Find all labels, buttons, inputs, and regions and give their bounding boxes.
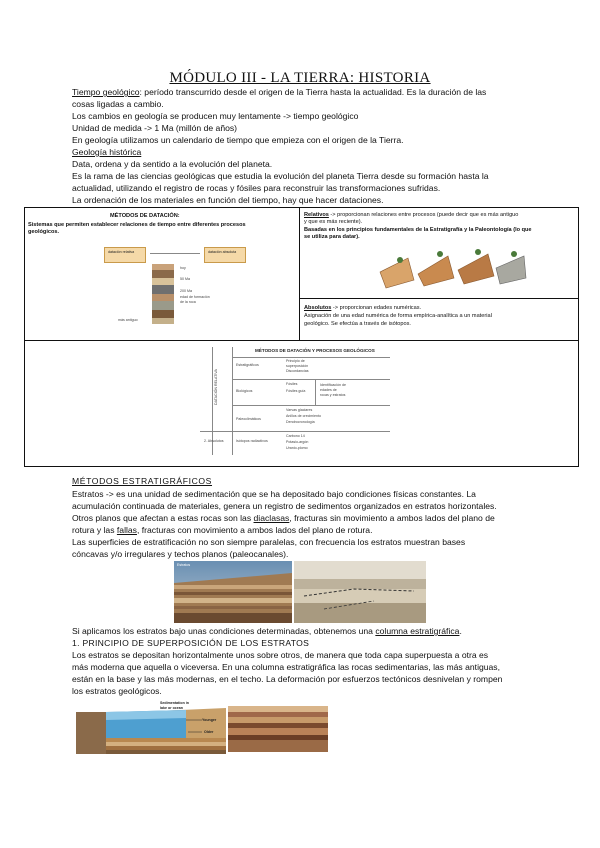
term-tiempo-geologico: Tiempo geológico	[72, 87, 140, 97]
term-absolutos: Absolutos	[304, 305, 332, 311]
intro-line-3: Los cambios en geología se producen muy lentamente -> tiempo geológico	[72, 111, 359, 121]
table-row-line-3	[200, 431, 390, 432]
tag-hoy: hoy	[180, 266, 186, 270]
tag-roca: de la roca	[180, 300, 196, 304]
row3-col2a: Varvas glaciares	[286, 408, 313, 412]
s2-line-5: Las superficies de estratificación no son siempre paralelas, con frecuencia los estratos muestran bases	[72, 537, 466, 547]
layer-4	[152, 285, 174, 294]
row1-col2b: superposición	[286, 364, 309, 368]
term-relativos: Relativos	[304, 212, 329, 218]
tag-mas-antiguo: más antiguo	[118, 318, 138, 322]
absolute-label: datación absoluta	[208, 250, 237, 254]
row2-col3a: Identificación de	[320, 383, 346, 387]
term-diaclasas: diaclasas	[253, 513, 290, 523]
row4-col2a: Carbono 14	[286, 434, 305, 438]
row2-col3b: edades de	[320, 388, 337, 392]
relativos-line-3: Basadas en los principios fundamentales de la Estratigrafía y la Paleontología (lo que	[304, 227, 532, 233]
row3-col2c: Dendrocronología	[286, 420, 315, 424]
row4-col2c: Uranio-plomo	[286, 446, 308, 450]
page-title: MÓDULO III - LA TIERRA: HISTORIA	[169, 70, 431, 86]
diagram-label-lake: lake or ocean	[160, 706, 183, 710]
s2-line-3: Otros planos que afectan a estas rocas son las diaclasas, fracturas sin movimiento a ambos lados del plano de	[72, 513, 495, 523]
row1-col1: Estratigráficos	[236, 363, 259, 367]
row2-col2a: Fósiles	[286, 382, 298, 386]
absolutos-line-3: geológico. Se efectúa a través de isótopos.	[304, 321, 411, 327]
intro-line-2: cosas ligadas a cambio.	[72, 99, 164, 109]
s3-line-5: los estratos geológicos.	[72, 686, 162, 696]
absolutos-line-1: Absolutos -> proporcionan edades numéricas.	[304, 305, 422, 311]
tag-200ma: 200 Ma	[180, 289, 192, 293]
table-col-line-2	[315, 380, 316, 405]
s2-line-4: rotura y las fallas, fracturas con movimiento a ambos lados del plano de rotura.	[72, 525, 373, 535]
row4-col1b: Isótopos radiactivos	[236, 439, 268, 443]
section-heading-estratigraficos: MÉTODOS ESTRATIGRÁFICOS	[72, 476, 213, 486]
arrow-line	[150, 253, 200, 254]
table-row-line-1	[232, 379, 390, 380]
table-side-label: DATACIÓN RELATIVA	[214, 369, 218, 405]
row2-col1: Biológicos	[236, 389, 253, 393]
row1-col2c: Discordancias	[286, 369, 309, 373]
row4-col2b: Potasio-argón	[286, 440, 309, 444]
intro-line-5: En geología utilizamos un calendario de tiempo que empieza con el origen de la Tierra.	[72, 135, 404, 145]
intro-line-7: Es la rama de las ciencias geológicas que estudia la evolución del planeta Tierra desde su formación hasta la	[72, 171, 489, 181]
strata-photo-1	[174, 561, 292, 623]
row4-col1: 2. Absolutos	[204, 439, 224, 443]
tag-50ma: 50 Ma	[180, 277, 190, 281]
stratigraphy-illustration	[378, 244, 528, 294]
dating-text-2: geológicos.	[28, 229, 60, 235]
row3-col1: Paleoclimáticos	[236, 417, 261, 421]
dating-text-1: Sistemas que permiten establecer relaciones de tiempo entre diferentes procesos	[28, 222, 246, 228]
s3-line-2: Los estratos se depositan horizontalmente unos sobre otros, de manera que toda capa superpuesta a otra es	[72, 650, 489, 660]
diagram-label-younger: Younger	[202, 718, 217, 722]
s3-heading: 1. PRINCIPIO DE SUPERPOSICIÓN DE LOS ESTRATOS	[72, 638, 310, 648]
layer-8	[152, 318, 174, 324]
s3-line-1: Si aplicamos los estratos bajo unas condiciones determinadas, obtenemos una columna estratigráfica.	[72, 626, 462, 636]
row2-col2b: Fósiles guía	[286, 389, 306, 393]
diagram-label-sedimentation: Sedimentation in	[160, 701, 189, 705]
s2-line-1: Estratos -> es una unidad de sedimentación que se ha depositado bajo condiciones físicas constantes. La	[72, 489, 476, 499]
row1-col2a: Principio de	[286, 359, 305, 363]
s2-line-6: cóncavas y/o irregulares y techos planos (paleocanales).	[72, 549, 289, 559]
s3-line-4: están en la base y las más modernas, en el techo. La deformación por esfuerzos tectónicos desnivelan y rompen	[72, 674, 503, 684]
row2-col3c: rocas y estratos	[320, 393, 346, 397]
relativos-line-1: Relativos -> proporcionan relaciones entre procesos (puede decir que es más antiguo	[304, 212, 519, 218]
s3-line-3: más moderna que aquella o viceversa. En una columna estratigráfica las rocas sedimentarias, las más antiguas,	[72, 662, 500, 672]
s2-line-2: acumulación continuada de materiales, genera un registro de sedimentos organizados en estratos horizontales.	[72, 501, 497, 511]
layer-5	[152, 294, 174, 301]
intro-line-4: Unidad de medida -> 1 Ma (millón de años)	[72, 123, 238, 133]
table-col-line-1	[232, 347, 233, 455]
layer-3	[152, 278, 174, 285]
tag-edad: edad de formación	[180, 295, 210, 299]
strata-photo-3	[228, 706, 328, 752]
relative-label: datación relativa	[108, 250, 135, 254]
table-row-line-2	[232, 405, 390, 406]
term-columna-estratigrafica: columna estratigráfica	[375, 626, 460, 636]
intro-line-9: La ordenación de los materiales en función del tiempo, hay que hacer dataciones.	[72, 195, 384, 205]
box-divider-right	[299, 298, 578, 299]
relativos-line-4: se utiliza para datar).	[304, 234, 360, 240]
intro-line-1: Tiempo geológico: período transcurrido desde el origen de la Tierra hasta la actualidad. Es la duración de las	[72, 87, 487, 97]
dating-heading: MÉTODOS DE DATACIÓN:	[110, 213, 180, 219]
row3-col2b: Anillos de crecimiento	[286, 414, 321, 418]
intro-line-8: actualidad, utilizando el registro de rocas y fósiles para reconstruir las transformaciones sufridas.	[72, 183, 441, 193]
term-fallas: fallas	[116, 525, 137, 535]
photo-caption: Estratos	[177, 563, 191, 567]
layer-2	[152, 270, 174, 278]
layer-7	[152, 310, 174, 318]
term-geologia-historica: Geología histórica	[72, 147, 142, 157]
relativos-line-2: y que es más reciente).	[304, 219, 363, 225]
table-title: MÉTODOS DE DATACIÓN Y PROCESOS GEOLÓGICOS	[255, 348, 375, 353]
table-row-line-0	[232, 357, 390, 358]
box-divider-horizontal	[24, 340, 578, 341]
layer-6	[152, 301, 174, 310]
strata-photo-2	[294, 561, 426, 623]
absolutos-line-2: Asignación de una edad numérica de forma empírica-analítica a un material	[304, 313, 492, 319]
superposition-diagram	[76, 698, 226, 754]
dating-methods-table	[200, 345, 400, 457]
diagram-label-older: Older	[204, 730, 214, 734]
dating-diagram	[100, 244, 300, 339]
intro-line-6: Data, ordena y da sentido a la evolución del planeta.	[72, 159, 273, 169]
